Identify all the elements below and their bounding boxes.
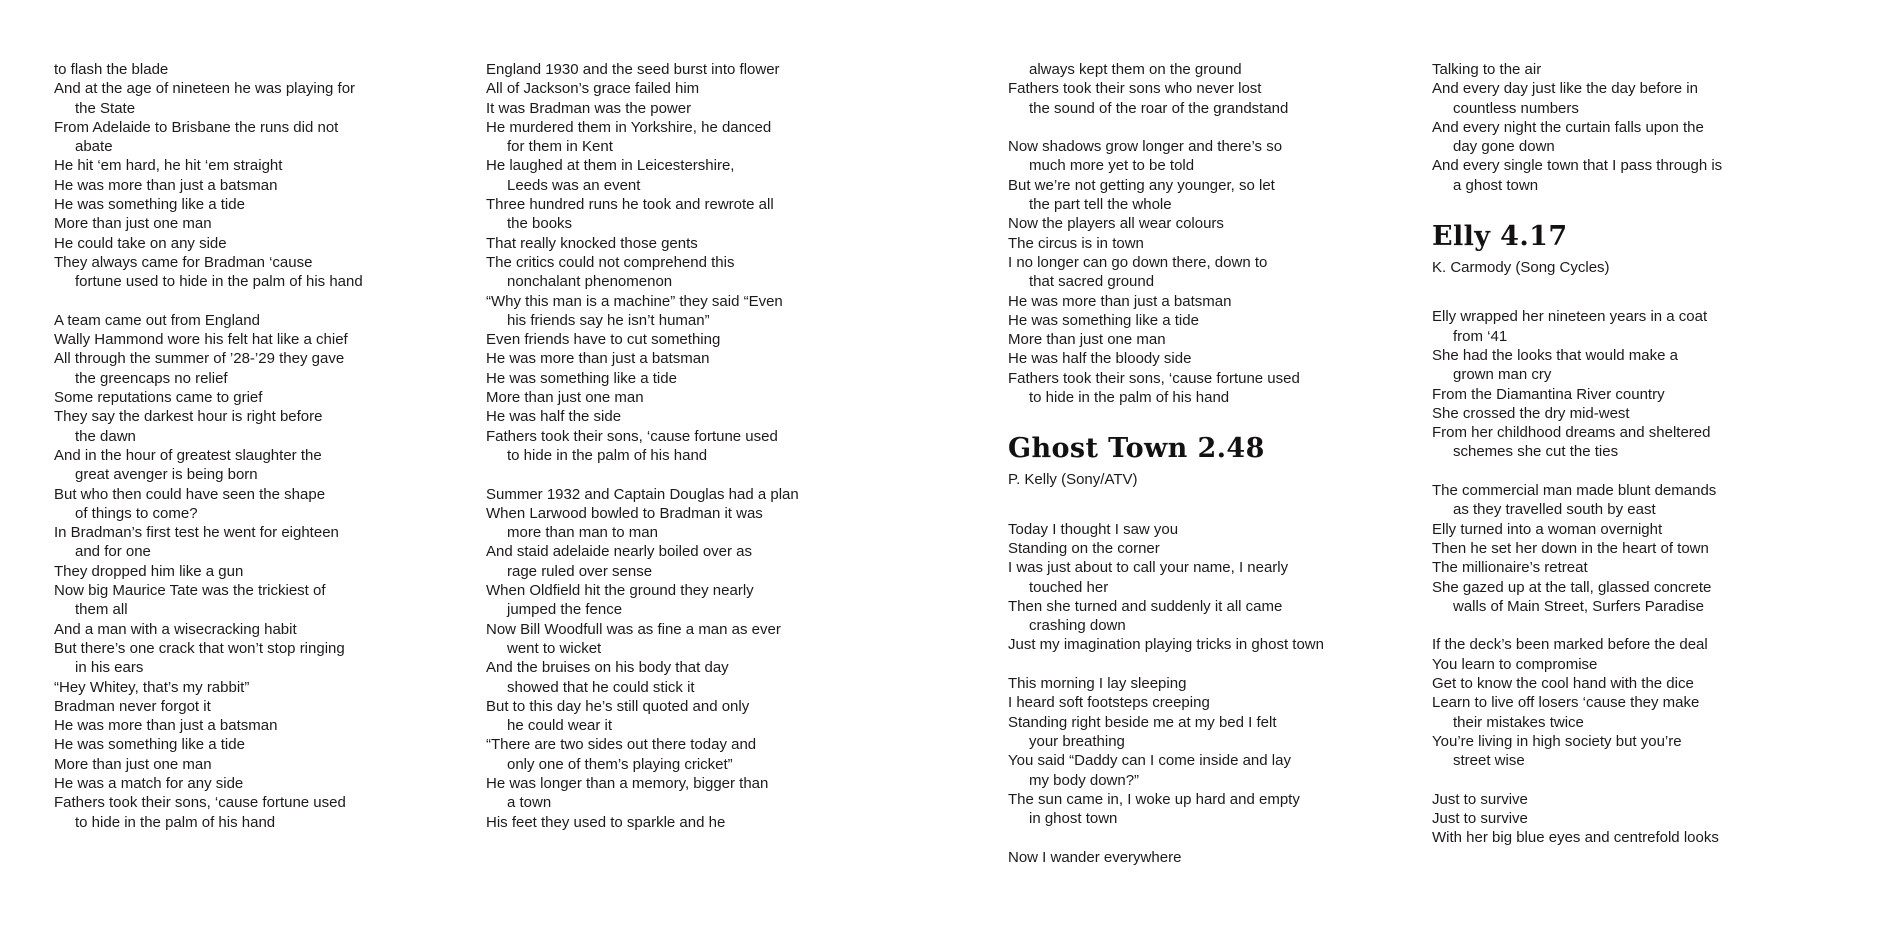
lyric-line: But to this day he’s still quoted and only	[486, 697, 750, 715]
lyric-line: abate	[75, 138, 113, 156]
lyric-line: He was more than just a batsman	[486, 350, 710, 368]
lyric-line: He was something like a tide	[54, 736, 245, 754]
lyric-line: And the bruises on his body that day	[486, 659, 729, 677]
lyric-line: The circus is in town	[1008, 234, 1144, 252]
lyric-line: Now I wander everywhere	[1008, 848, 1182, 866]
lyric-stanza	[1432, 307, 1872, 461]
lyric-line: He was more than just a batsman	[54, 717, 278, 735]
lyric-line: He could take on any side	[54, 234, 227, 252]
lyric-line: All of Jackson’s grace failed him	[486, 80, 700, 98]
lyric-line: Now Bill Woodfull was as fine a man as ever	[486, 620, 781, 638]
lyric-line: a town	[507, 794, 552, 812]
lyric-line: A team came out from England	[54, 311, 260, 329]
lyric-line: from ‘41	[1453, 327, 1508, 345]
lyric-line: the sound of the roar of the grandstand	[1029, 99, 1289, 117]
lyric-line: The commercial man made blunt demands	[1432, 482, 1717, 500]
lyric-line: And staid adelaide nearly boiled over as	[486, 543, 753, 561]
lyric-line: He was half the side	[486, 408, 622, 426]
lyric-line: Standing on the corner	[1008, 539, 1160, 557]
lyric-line: street wise	[1453, 752, 1525, 770]
lyric-line: them all	[75, 601, 128, 619]
lyric-stanza	[1008, 520, 1448, 655]
lyric-line: They dropped him like a gun	[54, 562, 244, 580]
lyric-line: Just to survive	[1432, 810, 1528, 828]
lyric-line: crashing down	[1029, 617, 1126, 635]
lyric-line: as they travelled south by east	[1453, 501, 1656, 519]
lyric-line: Fathers took their sons who never lost	[1008, 80, 1262, 98]
lyric-line: to flash the blade	[54, 61, 169, 78]
lyric-line: Leeds was an event	[507, 176, 641, 194]
lyric-line: I was just about to call your name, I nearly	[1008, 559, 1289, 577]
lyric-line: Then she turned and suddenly it all came	[1008, 597, 1283, 615]
lyric-stanza	[1432, 635, 1872, 770]
lyric-line: I heard soft footsteps creeping	[1008, 694, 1210, 712]
lyric-line: Now the players all wear colours	[1008, 215, 1224, 233]
lyric-line: This morning I lay sleeping	[1008, 675, 1187, 693]
lyric-line: More than just one man	[54, 215, 212, 233]
lyric-line: And every single town that I pass through is	[1432, 157, 1723, 175]
lyric-line: And every day just like the day before in	[1432, 80, 1698, 98]
lyric-line: England 1930 and the seed burst into flower	[486, 61, 780, 78]
lyric-line: Standing right beside me at my bed I felt	[1008, 713, 1277, 731]
lyric-line: Now shadows grow longer and there’s so	[1008, 138, 1283, 156]
lyric-stanza	[1008, 848, 1448, 867]
song-credit: K. Carmody (Song Cycles)	[1432, 259, 1610, 277]
lyric-line: And every night the curtain falls upon the	[1432, 118, 1704, 136]
lyric-stanza	[1432, 790, 1872, 848]
lyric-line: From the Diamantina River country	[1432, 385, 1665, 403]
lyric-line: More than just one man	[54, 755, 212, 773]
lyric-line: When Oldfield hit the ground they nearly	[486, 582, 754, 600]
lyric-line: to hide in the palm of his hand	[1029, 389, 1230, 407]
lyric-line: In Bradman’s first test he went for eighteen	[54, 524, 339, 542]
lyric-stanza	[1432, 60, 1872, 195]
lyric-line: the books	[507, 215, 573, 233]
lyric-line: touched her	[1029, 578, 1109, 596]
lyric-line: His feet they used to sparkle and he	[486, 813, 726, 831]
lyric-line: He was longer than a memory, bigger than	[486, 774, 769, 792]
lyric-stanza	[1008, 674, 1448, 828]
lyric-line: The millionaire’s retreat	[1432, 559, 1588, 577]
lyric-line: Now big Maurice Tate was the trickiest of	[54, 582, 326, 600]
lyric-line: Some reputations came to grief	[54, 389, 263, 407]
lyric-line: a ghost town	[1453, 176, 1539, 194]
lyric-line: Elly wrapped her nineteen years in a coat	[1432, 308, 1708, 326]
lyric-line: When Larwood bowled to Bradman it was	[486, 504, 763, 522]
lyric-line: Fathers took their sons, ‘cause fortune used	[1008, 369, 1300, 387]
lyric-line: He hit ‘em hard, he hit ‘em straight	[54, 157, 283, 175]
lyric-line: Elly turned into a woman overnight	[1432, 520, 1663, 538]
lyric-stanza	[486, 485, 926, 832]
lyrics-column-2	[486, 60, 926, 851]
lyrics-column-4	[1432, 60, 1872, 867]
lyric-line: The critics could not comprehend this	[486, 253, 735, 271]
lyric-line: rage ruled over sense	[507, 562, 653, 580]
lyric-line: the part tell the whole	[1029, 196, 1172, 214]
lyric-line: Three hundred runs he took and rewrote all	[486, 196, 774, 214]
lyric-line: From Adelaide to Brisbane the runs did not	[54, 118, 339, 136]
lyric-line: the State	[75, 99, 136, 117]
lyric-line: Summer 1932 and Captain Douglas had a plan	[486, 485, 799, 503]
lyric-line: and for one	[75, 543, 151, 561]
lyric-line: He was something like a tide	[1008, 311, 1199, 329]
lyric-line: That really knocked those gents	[486, 234, 698, 252]
lyric-line: Just my imagination playing tricks in ghost town	[1008, 636, 1324, 654]
lyric-stanza	[1008, 137, 1448, 407]
lyric-line: in his ears	[75, 659, 144, 677]
lyric-line: “There are two sides out there today and	[486, 736, 757, 754]
lyric-line: walls of Main Street, Surfers Paradise	[1453, 597, 1704, 615]
lyric-line: He laughed at them in Leicestershire,	[486, 157, 735, 175]
lyric-line: Bradman never forgot it	[54, 697, 211, 715]
lyric-line: He was something like a tide	[486, 369, 677, 387]
lyric-line: But there’s one crack that won’t stop ringing	[54, 639, 345, 657]
lyric-line: Fathers took their sons, ‘cause fortune used	[486, 427, 778, 445]
lyric-line: You said “Daddy can I come inside and lay	[1008, 752, 1291, 770]
lyric-line: From her childhood dreams and sheltered	[1432, 424, 1711, 442]
lyric-line: He was a match for any side	[54, 774, 244, 792]
lyric-line: the dawn	[75, 427, 136, 445]
lyric-line: With her big blue eyes and centrefold looks	[1432, 829, 1719, 847]
song-title: Elly 4.17	[1432, 221, 1568, 253]
lyrics-column-3	[1008, 60, 1448, 886]
lyric-line: He was more than just a batsman	[54, 176, 278, 194]
lyric-line: But who then could have seen the shape	[54, 485, 326, 503]
lyric-line: in ghost town	[1029, 810, 1118, 828]
lyric-line: It was Bradman was the power	[486, 99, 692, 117]
lyric-line: only one of them’s playing cricket”	[507, 755, 733, 773]
lyric-line: for them in Kent	[507, 138, 613, 156]
lyric-line: You’re living in high society but you’re	[1432, 732, 1682, 750]
lyric-line: Then he set her down in the heart of town	[1432, 539, 1709, 557]
lyric-line: day gone down	[1453, 138, 1555, 156]
lyric-line: Just to survive	[1432, 790, 1528, 808]
lyric-line: She gazed up at the tall, glassed concrete	[1432, 578, 1712, 596]
lyric-line: went to wicket	[507, 639, 602, 657]
lyric-line: He was something like a tide	[54, 196, 245, 214]
lyric-line: She crossed the dry mid-west	[1432, 404, 1630, 422]
lyric-line: to hide in the palm of his hand	[75, 813, 276, 831]
lyric-line: Today I thought I saw you	[1008, 520, 1179, 538]
lyric-line: schemes she cut the ties	[1453, 443, 1619, 461]
lyric-line: jumped the fence	[507, 601, 623, 619]
lyric-line: He murdered them in Yorkshire, he danced	[486, 118, 772, 136]
lyric-line: They say the darkest hour is right before	[54, 408, 323, 426]
lyric-line: the greencaps no relief	[75, 369, 228, 387]
lyric-line: “Why this man is a machine” they said “Even	[486, 292, 783, 310]
lyric-line: Talking to the air	[1432, 61, 1542, 78]
lyric-stanza	[1432, 481, 1872, 616]
lyric-line: he could wear it	[507, 717, 613, 735]
lyric-line: always kept them on the ground	[1029, 61, 1242, 78]
lyric-line: countless numbers	[1453, 99, 1579, 117]
lyric-line: But we’re not getting any younger, so let	[1008, 176, 1275, 194]
lyric-line: And in the hour of greatest slaughter the	[54, 446, 322, 464]
lyric-line: showed that he could stick it	[507, 678, 695, 696]
lyric-line: great avenger is being born	[75, 466, 258, 484]
lyric-line: He was half the bloody side	[1008, 350, 1192, 368]
lyric-line: If the deck’s been marked before the deal	[1432, 636, 1708, 654]
lyric-line: Fathers took their sons, ‘cause fortune used	[54, 794, 346, 812]
lyric-line: nonchalant phenomenon	[507, 273, 673, 291]
lyric-line: And at the age of nineteen he was playing for	[54, 80, 356, 98]
lyric-line: You learn to compromise	[1432, 655, 1598, 673]
lyric-line: More than just one man	[1008, 331, 1166, 349]
lyric-line: to hide in the palm of his hand	[507, 446, 708, 464]
lyric-line: Get to know the cool hand with the dice	[1432, 675, 1694, 693]
lyric-line: Learn to live off losers ‘cause they make	[1432, 694, 1700, 712]
lyric-line: All through the summer of ’28-’29 they gave	[54, 350, 345, 368]
lyric-line: More than just one man	[486, 389, 644, 407]
lyric-stanza	[486, 60, 926, 465]
lyric-line: much more yet to be told	[1029, 157, 1195, 175]
lyric-stanza	[1008, 60, 1448, 118]
lyric-line: Wally Hammond wore his felt hat like a chief	[54, 331, 348, 349]
lyric-line: my body down?”	[1029, 771, 1140, 789]
lyric-line: their mistakes twice	[1453, 713, 1584, 731]
lyric-line: The sun came in, I woke up hard and empty	[1008, 790, 1300, 808]
lyric-line: Even friends have to cut something	[486, 331, 721, 349]
lyric-line: grown man cry	[1453, 366, 1552, 384]
lyrics-column-1	[54, 60, 494, 851]
lyric-line: your breathing	[1029, 732, 1125, 750]
lyric-stanza	[54, 311, 494, 832]
lyric-line: his friends say he isn’t human”	[507, 311, 710, 329]
lyric-line: of things to come?	[75, 504, 198, 522]
lyric-line: I no longer can go down there, down to	[1008, 253, 1268, 271]
lyric-line: fortune used to hide in the palm of his hand	[75, 273, 363, 291]
song-credit: P. Kelly (Sony/ATV)	[1008, 471, 1138, 489]
lyric-line: She had the looks that would make a	[1432, 346, 1678, 364]
lyric-line: more than man to man	[507, 524, 658, 542]
lyric-line: “Hey Whitey, that’s my rabbit”	[54, 678, 250, 696]
lyric-line: that sacred ground	[1029, 273, 1155, 291]
lyric-line: He was more than just a batsman	[1008, 292, 1232, 310]
lyric-stanza	[54, 60, 494, 292]
song-title: Ghost Town 2.48	[1008, 433, 1265, 465]
lyric-line: They always came for Bradman ‘cause	[54, 253, 313, 271]
lyric-line: And a man with a wisecracking habit	[54, 620, 297, 638]
